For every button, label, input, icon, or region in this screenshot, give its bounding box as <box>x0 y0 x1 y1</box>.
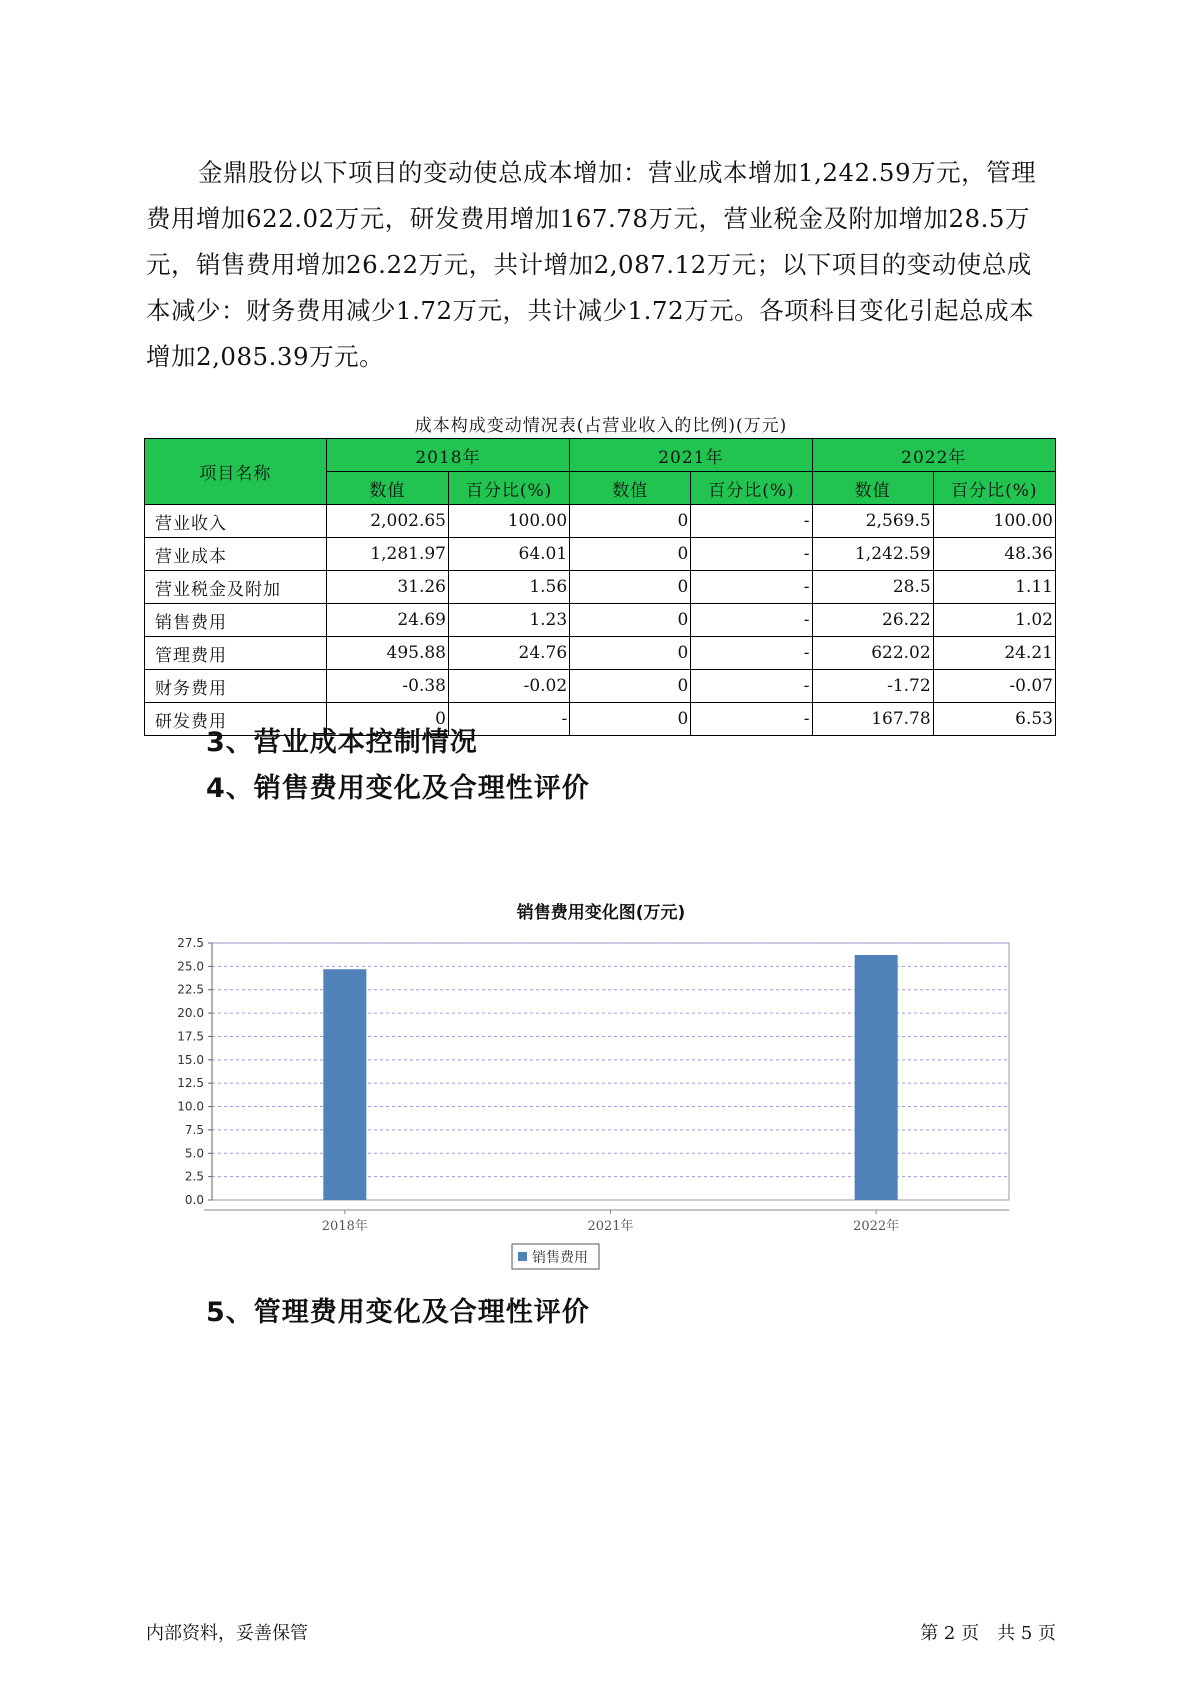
y-tick-label: 0.0 <box>184 1193 204 1207</box>
header-percent: 百分比(%) <box>449 472 570 505</box>
header-value: 数值 <box>812 472 933 505</box>
table-row <box>145 670 1056 703</box>
y-tick-label: 5.0 <box>184 1146 204 1161</box>
table-cell: - <box>691 505 812 538</box>
table-cell: - <box>691 703 812 736</box>
table-row <box>145 571 1056 604</box>
table-cell: - <box>691 538 812 571</box>
y-tick-label: 2.5 <box>184 1169 204 1184</box>
row-label: 营业税金及附加 <box>145 571 327 604</box>
table-cell: 167.78 <box>812 703 933 736</box>
table-cell: 64.01 <box>449 538 570 571</box>
header-percent: 百分比(%) <box>691 472 812 505</box>
y-tick-label: 25.0 <box>177 959 204 974</box>
table-cell: 1,281.97 <box>326 538 448 571</box>
header-item-name: 项目名称 <box>145 439 327 505</box>
chart-title: 销售费用变化图(万元) <box>516 903 686 923</box>
table-cell: 26.22 <box>812 604 933 637</box>
table-cell: 24.69 <box>326 604 448 637</box>
table-row <box>145 505 1056 538</box>
table-cell: 0 <box>570 670 691 703</box>
summary-paragraph-text: 金鼎股份以下项目的变动使总成本增加：营业成本增加1,242.59万元，管理费用增加622.02万元，研发费用增加167.78万元，营业税金及附加增加28.5万元，销售费用增加26.22万元，共计增加2,087.12万元；以下项目的变动使总成本减少：财务费用减少1.72万元，共计减少1.72万元。各项科目变化引起总成本增加2,085.39万元。 <box>146 158 1037 371</box>
table-cell: 1.23 <box>449 604 570 637</box>
header-year-2021: 2021年 <box>570 439 812 472</box>
table-cell: 1.02 <box>933 604 1055 637</box>
summary-paragraph <box>146 150 1056 380</box>
section-heading-5: 5、管理费用变化及合理性评价 <box>206 1297 590 1328</box>
table-cell: 2,569.5 <box>812 505 933 538</box>
table-cell: 100.00 <box>449 505 570 538</box>
table-row <box>145 604 1056 637</box>
table-cell: 495.88 <box>326 637 448 670</box>
x-tick-label: 2022年 <box>853 1219 900 1234</box>
table-cell: 0 <box>570 505 691 538</box>
y-tick-label: 12.5 <box>177 1076 204 1091</box>
table-caption: 成本构成变动情况表(占营业收入的比例)(万元) <box>414 416 788 436</box>
footer-confidential-note: 内部资料，妥善保管 <box>146 1623 308 1644</box>
row-label: 研发费用 <box>145 703 327 736</box>
y-tick-label: 22.5 <box>177 982 204 997</box>
table-cell: 31.26 <box>326 571 448 604</box>
cost-structure-table <box>144 438 1056 736</box>
table-cell: - <box>691 571 812 604</box>
section-heading-4: 4、销售费用变化及合理性评价 <box>206 773 590 804</box>
table-cell: -0.02 <box>449 670 570 703</box>
table-cell: 1.11 <box>933 571 1055 604</box>
row-label: 销售费用 <box>145 604 327 637</box>
table-cell: - <box>691 670 812 703</box>
header-year-2018: 2018年 <box>326 439 569 472</box>
y-tick-label: 7.5 <box>184 1122 204 1137</box>
table-cell: 1,242.59 <box>812 538 933 571</box>
row-label: 财务费用 <box>145 670 327 703</box>
table-cell: 24.21 <box>933 637 1055 670</box>
table-cell: 0 <box>570 604 691 637</box>
table-cell: 622.02 <box>812 637 933 670</box>
row-label: 营业成本 <box>145 538 327 571</box>
header-value: 数值 <box>326 472 448 505</box>
table-cell: 0 <box>326 703 448 736</box>
table-cell: 28.5 <box>812 571 933 604</box>
table-cell: - <box>449 703 570 736</box>
bar-2018年 <box>323 969 366 1200</box>
table-cell: - <box>691 604 812 637</box>
y-tick-label: 17.5 <box>177 1029 204 1044</box>
table-cell: -0.07 <box>933 670 1055 703</box>
table-cell: 0 <box>570 637 691 670</box>
x-tick-label: 2021年 <box>587 1219 634 1234</box>
table-cell: -0.38 <box>326 670 448 703</box>
legend-label: 销售费用 <box>532 1250 588 1266</box>
table-row <box>145 637 1056 670</box>
table-cell: 2,002.65 <box>326 505 448 538</box>
table-cell: -1.72 <box>812 670 933 703</box>
y-tick-label: 20.0 <box>177 1006 204 1021</box>
table-row <box>145 538 1056 571</box>
table-cell: 0 <box>570 538 691 571</box>
table-cell: 0 <box>570 571 691 604</box>
section-heading-3: 3、营业成本控制情况 <box>206 727 478 758</box>
header-year-2022: 2022年 <box>812 439 1055 472</box>
table-header-row-years <box>145 439 1056 472</box>
y-tick-label: 10.0 <box>177 1099 204 1114</box>
table-cell: 0 <box>570 703 691 736</box>
sales-expense-bar-chart <box>160 925 1020 1275</box>
bar-2022年 <box>855 955 898 1200</box>
table-cell: 1.56 <box>449 571 570 604</box>
table-cell: 6.53 <box>933 703 1055 736</box>
table-cell: 100.00 <box>933 505 1055 538</box>
table-cell: 24.76 <box>449 637 570 670</box>
y-tick-label: 27.5 <box>177 936 204 950</box>
table-cell: 48.36 <box>933 538 1055 571</box>
row-label: 营业收入 <box>145 505 327 538</box>
header-value: 数值 <box>570 472 691 505</box>
y-tick-label: 15.0 <box>177 1052 204 1067</box>
legend-swatch <box>518 1252 527 1261</box>
row-label: 管理费用 <box>145 637 327 670</box>
footer-page-number: 第 2 页 共 5 页 <box>920 1623 1056 1644</box>
table-cell: - <box>691 637 812 670</box>
x-tick-label: 2018年 <box>321 1219 368 1234</box>
header-percent: 百分比(%) <box>933 472 1055 505</box>
